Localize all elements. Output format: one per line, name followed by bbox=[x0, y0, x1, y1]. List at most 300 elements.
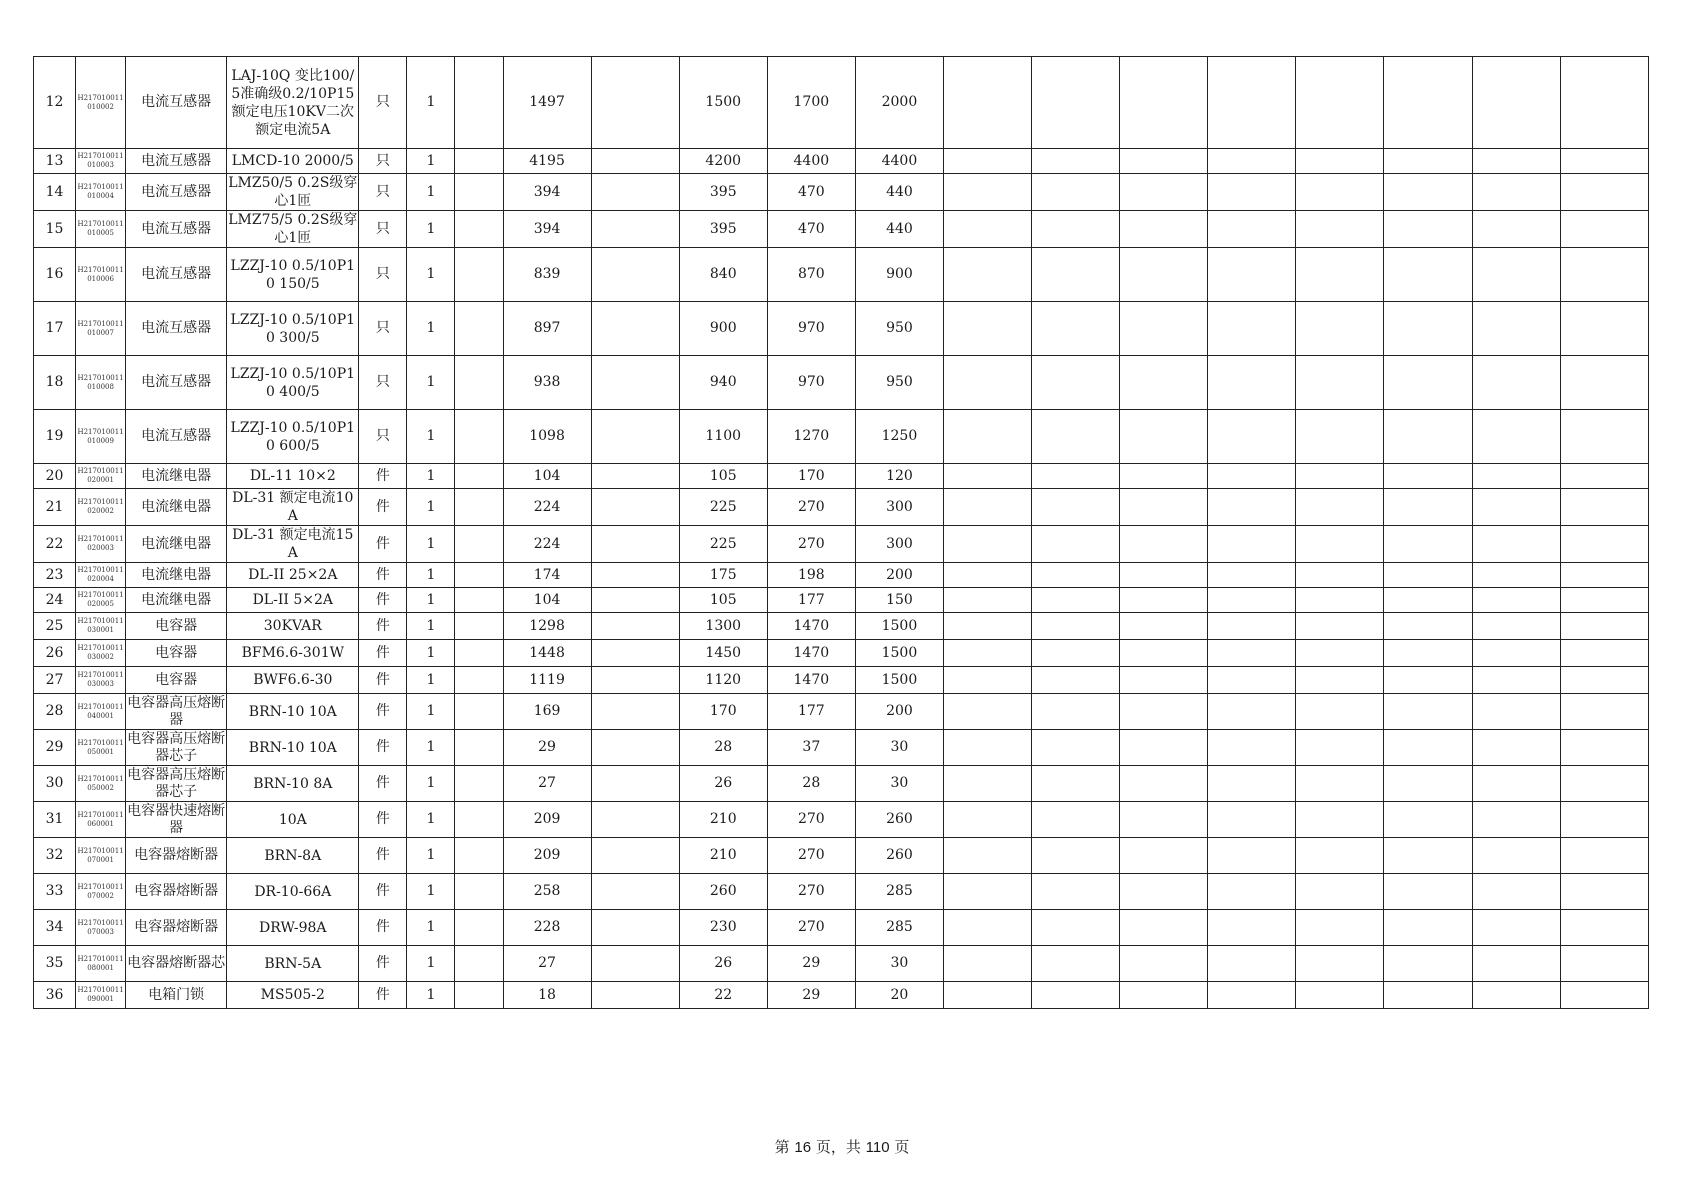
empty-cell bbox=[1560, 694, 1648, 730]
empty-cell bbox=[1208, 613, 1296, 640]
empty-cell bbox=[943, 874, 1031, 910]
empty-cell bbox=[943, 526, 1031, 563]
empty-cell bbox=[943, 588, 1031, 613]
empty-cell bbox=[1120, 588, 1208, 613]
item-name: 电容器高压熔断器 bbox=[127, 694, 226, 728]
empty-cell bbox=[1296, 946, 1384, 982]
price-3: 970 bbox=[767, 356, 855, 410]
empty-cell bbox=[1296, 730, 1384, 766]
empty-cell bbox=[1120, 410, 1208, 464]
item-name: 电流继电器 bbox=[126, 588, 227, 613]
price-1: 169 bbox=[503, 694, 591, 730]
empty-cell bbox=[1296, 489, 1384, 526]
unit: 只 bbox=[359, 410, 407, 464]
table-body bbox=[34, 57, 1649, 1009]
blank-col-9 bbox=[591, 730, 679, 766]
empty-cell bbox=[1120, 563, 1208, 588]
empty-cell bbox=[1032, 489, 1120, 526]
empty-cell bbox=[1384, 694, 1472, 730]
empty-cell bbox=[1120, 766, 1208, 802]
empty-cell bbox=[1384, 730, 1472, 766]
blank-col-7 bbox=[455, 766, 503, 802]
price-2: 940 bbox=[679, 356, 767, 410]
material-code: H217010011030003 bbox=[76, 667, 126, 694]
quantity: 1 bbox=[407, 356, 455, 410]
table-row bbox=[34, 526, 1649, 563]
item-name: 电容器 bbox=[126, 667, 227, 694]
empty-cell bbox=[1472, 730, 1560, 766]
empty-cell bbox=[1120, 838, 1208, 874]
empty-cell bbox=[1384, 946, 1472, 982]
table-row bbox=[34, 802, 1649, 838]
empty-cell bbox=[1208, 694, 1296, 730]
item-name: 电流互感器 bbox=[126, 410, 227, 464]
quantity: 1 bbox=[407, 57, 455, 149]
row-number: 29 bbox=[34, 730, 76, 766]
price-4: 900 bbox=[855, 248, 943, 302]
row-number: 14 bbox=[34, 174, 76, 211]
unit: 件 bbox=[359, 730, 407, 766]
empty-cell bbox=[1296, 464, 1384, 489]
material-code: H217010011040001 bbox=[76, 694, 126, 730]
price-3: 270 bbox=[767, 874, 855, 910]
empty-cell bbox=[1472, 802, 1560, 838]
price-2: 210 bbox=[679, 802, 767, 838]
blank-col-7 bbox=[455, 667, 503, 694]
empty-cell bbox=[1384, 211, 1472, 248]
empty-cell bbox=[1472, 526, 1560, 563]
empty-cell bbox=[1560, 838, 1648, 874]
item-name: 电流继电器 bbox=[126, 563, 227, 588]
item-name: 电流互感器 bbox=[126, 302, 227, 356]
empty-cell bbox=[943, 302, 1031, 356]
empty-cell bbox=[943, 946, 1031, 982]
empty-cell bbox=[1384, 464, 1472, 489]
empty-cell bbox=[1208, 489, 1296, 526]
quantity: 1 bbox=[407, 694, 455, 730]
empty-cell bbox=[1560, 946, 1648, 982]
blank-col-9 bbox=[591, 588, 679, 613]
empty-cell bbox=[1208, 464, 1296, 489]
empty-cell bbox=[1384, 874, 1472, 910]
table-row bbox=[34, 57, 1649, 149]
empty-cell bbox=[1560, 910, 1648, 946]
empty-cell bbox=[1560, 667, 1648, 694]
empty-cell bbox=[1560, 613, 1648, 640]
blank-col-9 bbox=[591, 613, 679, 640]
item-name: 电流互感器 bbox=[126, 57, 227, 149]
item-name: 电流继电器 bbox=[126, 464, 227, 489]
material-code: H217010011020003 bbox=[76, 526, 126, 563]
table-row bbox=[34, 174, 1649, 211]
quantity: 1 bbox=[407, 946, 455, 982]
row-number: 32 bbox=[34, 838, 76, 874]
empty-cell bbox=[1032, 302, 1120, 356]
price-1: 1448 bbox=[503, 640, 591, 667]
item-spec: LZZJ-10 0.5/10P10 400/5 bbox=[227, 356, 359, 410]
empty-cell bbox=[1032, 248, 1120, 302]
unit: 件 bbox=[359, 464, 407, 489]
material-code: H217010011010008 bbox=[76, 356, 126, 410]
price-1: 258 bbox=[503, 874, 591, 910]
price-4: 1250 bbox=[855, 410, 943, 464]
quantity: 1 bbox=[407, 667, 455, 694]
price-3: 270 bbox=[767, 838, 855, 874]
price-3: 1470 bbox=[767, 640, 855, 667]
unit: 件 bbox=[359, 667, 407, 694]
empty-cell bbox=[1120, 211, 1208, 248]
item-name: 电流互感器 bbox=[126, 174, 227, 211]
material-code: H217010011020002 bbox=[76, 489, 126, 526]
empty-cell bbox=[1560, 730, 1648, 766]
row-number: 12 bbox=[34, 57, 76, 149]
blank-col-9 bbox=[591, 838, 679, 874]
unit: 件 bbox=[359, 694, 407, 730]
empty-cell bbox=[1472, 489, 1560, 526]
empty-cell bbox=[943, 910, 1031, 946]
price-4: 260 bbox=[855, 838, 943, 874]
price-2: 1120 bbox=[679, 667, 767, 694]
empty-cell bbox=[1032, 766, 1120, 802]
empty-cell bbox=[1296, 248, 1384, 302]
quantity: 1 bbox=[407, 526, 455, 563]
material-code: H217010011090001 bbox=[76, 982, 126, 1009]
price-1: 938 bbox=[503, 356, 591, 410]
empty-cell bbox=[1208, 667, 1296, 694]
price-2: 1500 bbox=[679, 57, 767, 149]
quantity: 1 bbox=[407, 302, 455, 356]
price-2: 26 bbox=[679, 946, 767, 982]
empty-cell bbox=[1032, 57, 1120, 149]
unit: 件 bbox=[359, 982, 407, 1009]
empty-cell bbox=[1472, 982, 1560, 1009]
quantity: 1 bbox=[407, 640, 455, 667]
price-4: 285 bbox=[855, 910, 943, 946]
price-4: 300 bbox=[855, 489, 943, 526]
footer-middle: 页，共 bbox=[811, 1138, 866, 1156]
blank-col-9 bbox=[591, 694, 679, 730]
table-row bbox=[34, 149, 1649, 174]
table-row bbox=[34, 588, 1649, 613]
price-2: 28 bbox=[679, 730, 767, 766]
price-3: 177 bbox=[767, 588, 855, 613]
price-3: 37 bbox=[767, 730, 855, 766]
empty-cell bbox=[1296, 410, 1384, 464]
price-4: 1500 bbox=[855, 667, 943, 694]
row-number: 27 bbox=[34, 667, 76, 694]
table-row bbox=[34, 766, 1649, 802]
item-name: 电流互感器 bbox=[126, 248, 227, 302]
item-name: 电容器熔断器 bbox=[126, 874, 227, 910]
price-3: 970 bbox=[767, 302, 855, 356]
empty-cell bbox=[1032, 802, 1120, 838]
item-spec: LMCD-10 2000/5 bbox=[227, 149, 359, 174]
item-spec: DL-II 25×2A bbox=[227, 563, 359, 588]
empty-cell bbox=[1120, 302, 1208, 356]
item-spec: DL-31 额定电流10A bbox=[227, 489, 359, 526]
empty-cell bbox=[1560, 802, 1648, 838]
item-name: 电流继电器 bbox=[126, 526, 227, 563]
item-spec: 30KVAR bbox=[227, 613, 359, 640]
price-3: 870 bbox=[767, 248, 855, 302]
material-code: H217010011010002 bbox=[76, 57, 126, 149]
empty-cell bbox=[1560, 464, 1648, 489]
unit: 只 bbox=[359, 248, 407, 302]
row-number: 13 bbox=[34, 149, 76, 174]
blank-col-7 bbox=[455, 211, 503, 248]
quantity: 1 bbox=[407, 563, 455, 588]
item-spec: LZZJ-10 0.5/10P10 300/5 bbox=[227, 302, 359, 356]
material-code: H217010011030002 bbox=[76, 640, 126, 667]
quantity: 1 bbox=[407, 211, 455, 248]
empty-cell bbox=[1384, 356, 1472, 410]
empty-cell bbox=[1560, 766, 1648, 802]
price-1: 209 bbox=[503, 838, 591, 874]
blank-col-9 bbox=[591, 667, 679, 694]
empty-cell bbox=[1120, 910, 1208, 946]
empty-cell bbox=[1296, 694, 1384, 730]
item-name: 电容器高压熔断器芯子 bbox=[127, 730, 226, 764]
empty-cell bbox=[1208, 838, 1296, 874]
empty-cell bbox=[1296, 802, 1384, 838]
empty-cell bbox=[1560, 982, 1648, 1009]
price-4: 440 bbox=[855, 174, 943, 211]
price-2: 170 bbox=[679, 694, 767, 730]
blank-col-7 bbox=[455, 149, 503, 174]
blank-col-7 bbox=[455, 302, 503, 356]
price-3: 1700 bbox=[767, 57, 855, 149]
empty-cell bbox=[1120, 802, 1208, 838]
empty-cell bbox=[943, 766, 1031, 802]
blank-col-7 bbox=[455, 489, 503, 526]
price-1: 394 bbox=[503, 174, 591, 211]
quantity: 1 bbox=[407, 802, 455, 838]
total-page-number: 110 bbox=[865, 1139, 890, 1156]
table-row bbox=[34, 667, 1649, 694]
empty-cell bbox=[1384, 563, 1472, 588]
footer-prefix: 第 bbox=[774, 1138, 795, 1156]
price-1: 104 bbox=[503, 588, 591, 613]
empty-cell bbox=[1472, 149, 1560, 174]
unit: 件 bbox=[359, 802, 407, 838]
blank-col-9 bbox=[591, 802, 679, 838]
empty-cell bbox=[1208, 766, 1296, 802]
empty-cell bbox=[1472, 356, 1560, 410]
empty-cell bbox=[1032, 149, 1120, 174]
empty-cell bbox=[1472, 640, 1560, 667]
empty-cell bbox=[1472, 838, 1560, 874]
quantity: 1 bbox=[407, 174, 455, 211]
table-row bbox=[34, 211, 1649, 248]
table-row bbox=[34, 946, 1649, 982]
item-spec: BRN-10 8A bbox=[227, 766, 359, 802]
empty-cell bbox=[1208, 211, 1296, 248]
price-4: 2000 bbox=[855, 57, 943, 149]
empty-cell bbox=[1120, 489, 1208, 526]
blank-col-7 bbox=[455, 563, 503, 588]
empty-cell bbox=[1296, 613, 1384, 640]
empty-cell bbox=[1120, 356, 1208, 410]
empty-cell bbox=[1384, 410, 1472, 464]
empty-cell bbox=[1560, 640, 1648, 667]
item-spec: MS505-2 bbox=[227, 982, 359, 1009]
empty-cell bbox=[1032, 588, 1120, 613]
empty-cell bbox=[1208, 174, 1296, 211]
blank-col-9 bbox=[591, 302, 679, 356]
price-1: 839 bbox=[503, 248, 591, 302]
footer-suffix: 页 bbox=[889, 1138, 910, 1156]
price-4: 120 bbox=[855, 464, 943, 489]
blank-col-9 bbox=[591, 464, 679, 489]
empty-cell bbox=[1296, 910, 1384, 946]
price-1: 394 bbox=[503, 211, 591, 248]
empty-cell bbox=[1120, 464, 1208, 489]
price-2: 225 bbox=[679, 526, 767, 563]
empty-cell bbox=[1208, 149, 1296, 174]
empty-cell bbox=[1472, 57, 1560, 149]
unit: 只 bbox=[359, 356, 407, 410]
empty-cell bbox=[1032, 910, 1120, 946]
blank-col-7 bbox=[455, 730, 503, 766]
price-4: 1500 bbox=[855, 613, 943, 640]
quantity: 1 bbox=[407, 874, 455, 910]
price-4: 285 bbox=[855, 874, 943, 910]
empty-cell bbox=[1472, 694, 1560, 730]
empty-cell bbox=[1384, 766, 1472, 802]
empty-cell bbox=[1208, 410, 1296, 464]
unit: 件 bbox=[359, 946, 407, 982]
quantity: 1 bbox=[407, 588, 455, 613]
empty-cell bbox=[1296, 838, 1384, 874]
empty-cell bbox=[1384, 526, 1472, 563]
row-number: 22 bbox=[34, 526, 76, 563]
empty-cell bbox=[1032, 640, 1120, 667]
empty-cell bbox=[1296, 174, 1384, 211]
table-row bbox=[34, 356, 1649, 410]
empty-cell bbox=[1384, 302, 1472, 356]
unit: 件 bbox=[359, 588, 407, 613]
empty-cell bbox=[1032, 874, 1120, 910]
quantity: 1 bbox=[407, 489, 455, 526]
price-1: 1497 bbox=[503, 57, 591, 149]
blank-col-9 bbox=[591, 910, 679, 946]
empty-cell bbox=[943, 694, 1031, 730]
empty-cell bbox=[1384, 982, 1472, 1009]
empty-cell bbox=[1560, 248, 1648, 302]
blank-col-7 bbox=[455, 588, 503, 613]
material-code: H217010011030001 bbox=[76, 613, 126, 640]
table-row bbox=[34, 640, 1649, 667]
price-4: 300 bbox=[855, 526, 943, 563]
empty-cell bbox=[943, 613, 1031, 640]
empty-cell bbox=[1472, 174, 1560, 211]
empty-cell bbox=[1296, 982, 1384, 1009]
empty-cell bbox=[943, 57, 1031, 149]
empty-cell bbox=[1472, 563, 1560, 588]
table-row bbox=[34, 248, 1649, 302]
row-number: 34 bbox=[34, 910, 76, 946]
price-3: 29 bbox=[767, 946, 855, 982]
price-3: 4400 bbox=[767, 149, 855, 174]
empty-cell bbox=[1120, 946, 1208, 982]
price-2: 1300 bbox=[679, 613, 767, 640]
blank-col-7 bbox=[455, 356, 503, 410]
empty-cell bbox=[1560, 211, 1648, 248]
row-number: 20 bbox=[34, 464, 76, 489]
price-3: 270 bbox=[767, 489, 855, 526]
price-4: 1500 bbox=[855, 640, 943, 667]
empty-cell bbox=[1120, 730, 1208, 766]
price-1: 27 bbox=[503, 946, 591, 982]
empty-cell bbox=[1472, 667, 1560, 694]
quantity: 1 bbox=[407, 838, 455, 874]
item-spec: DL-31 额定电流15A bbox=[227, 526, 359, 563]
price-3: 177 bbox=[767, 694, 855, 730]
price-1: 897 bbox=[503, 302, 591, 356]
price-3: 1470 bbox=[767, 613, 855, 640]
item-name: 电容器 bbox=[126, 640, 227, 667]
empty-cell bbox=[1472, 874, 1560, 910]
quantity: 1 bbox=[407, 464, 455, 489]
price-1: 4195 bbox=[503, 149, 591, 174]
item-spec: BFM6.6-301W bbox=[227, 640, 359, 667]
row-number: 18 bbox=[34, 356, 76, 410]
unit: 只 bbox=[359, 174, 407, 211]
empty-cell bbox=[1472, 588, 1560, 613]
item-spec: LZZJ-10 0.5/10P10 600/5 bbox=[227, 410, 359, 464]
item-spec: LAJ-10Q 变比100/5准确级0.2/10P15额定电压10KV二次额定电流5A bbox=[227, 57, 359, 149]
material-code: H217010011020005 bbox=[76, 588, 126, 613]
blank-col-9 bbox=[591, 149, 679, 174]
item-spec: BRN-10 10A bbox=[227, 730, 359, 766]
item-spec: BRN-5A bbox=[227, 946, 359, 982]
empty-cell bbox=[1296, 356, 1384, 410]
row-number: 21 bbox=[34, 489, 76, 526]
item-name: 电容器快速熔断器 bbox=[127, 802, 226, 836]
blank-col-7 bbox=[455, 613, 503, 640]
blank-col-7 bbox=[455, 174, 503, 211]
item-spec: 10A bbox=[227, 802, 359, 838]
material-code: H217010011010004 bbox=[76, 174, 126, 211]
empty-cell bbox=[1208, 248, 1296, 302]
blank-col-9 bbox=[591, 946, 679, 982]
price-4: 4400 bbox=[855, 149, 943, 174]
blank-col-7 bbox=[455, 410, 503, 464]
price-3: 270 bbox=[767, 910, 855, 946]
empty-cell bbox=[1032, 982, 1120, 1009]
empty-cell bbox=[1296, 667, 1384, 694]
item-spec: BWF6.6-30 bbox=[227, 667, 359, 694]
price-4: 950 bbox=[855, 356, 943, 410]
blank-col-7 bbox=[455, 982, 503, 1009]
table-row bbox=[34, 874, 1649, 910]
row-number: 36 bbox=[34, 982, 76, 1009]
empty-cell bbox=[943, 802, 1031, 838]
empty-cell bbox=[1296, 211, 1384, 248]
empty-cell bbox=[1560, 874, 1648, 910]
empty-cell bbox=[1296, 302, 1384, 356]
price-3: 29 bbox=[767, 982, 855, 1009]
empty-cell bbox=[1296, 766, 1384, 802]
row-number: 17 bbox=[34, 302, 76, 356]
item-name: 电流互感器 bbox=[126, 356, 227, 410]
empty-cell bbox=[1208, 640, 1296, 667]
empty-cell bbox=[1120, 174, 1208, 211]
unit: 件 bbox=[359, 838, 407, 874]
item-name: 电流互感器 bbox=[126, 211, 227, 248]
blank-col-7 bbox=[455, 838, 503, 874]
price-3: 270 bbox=[767, 802, 855, 838]
